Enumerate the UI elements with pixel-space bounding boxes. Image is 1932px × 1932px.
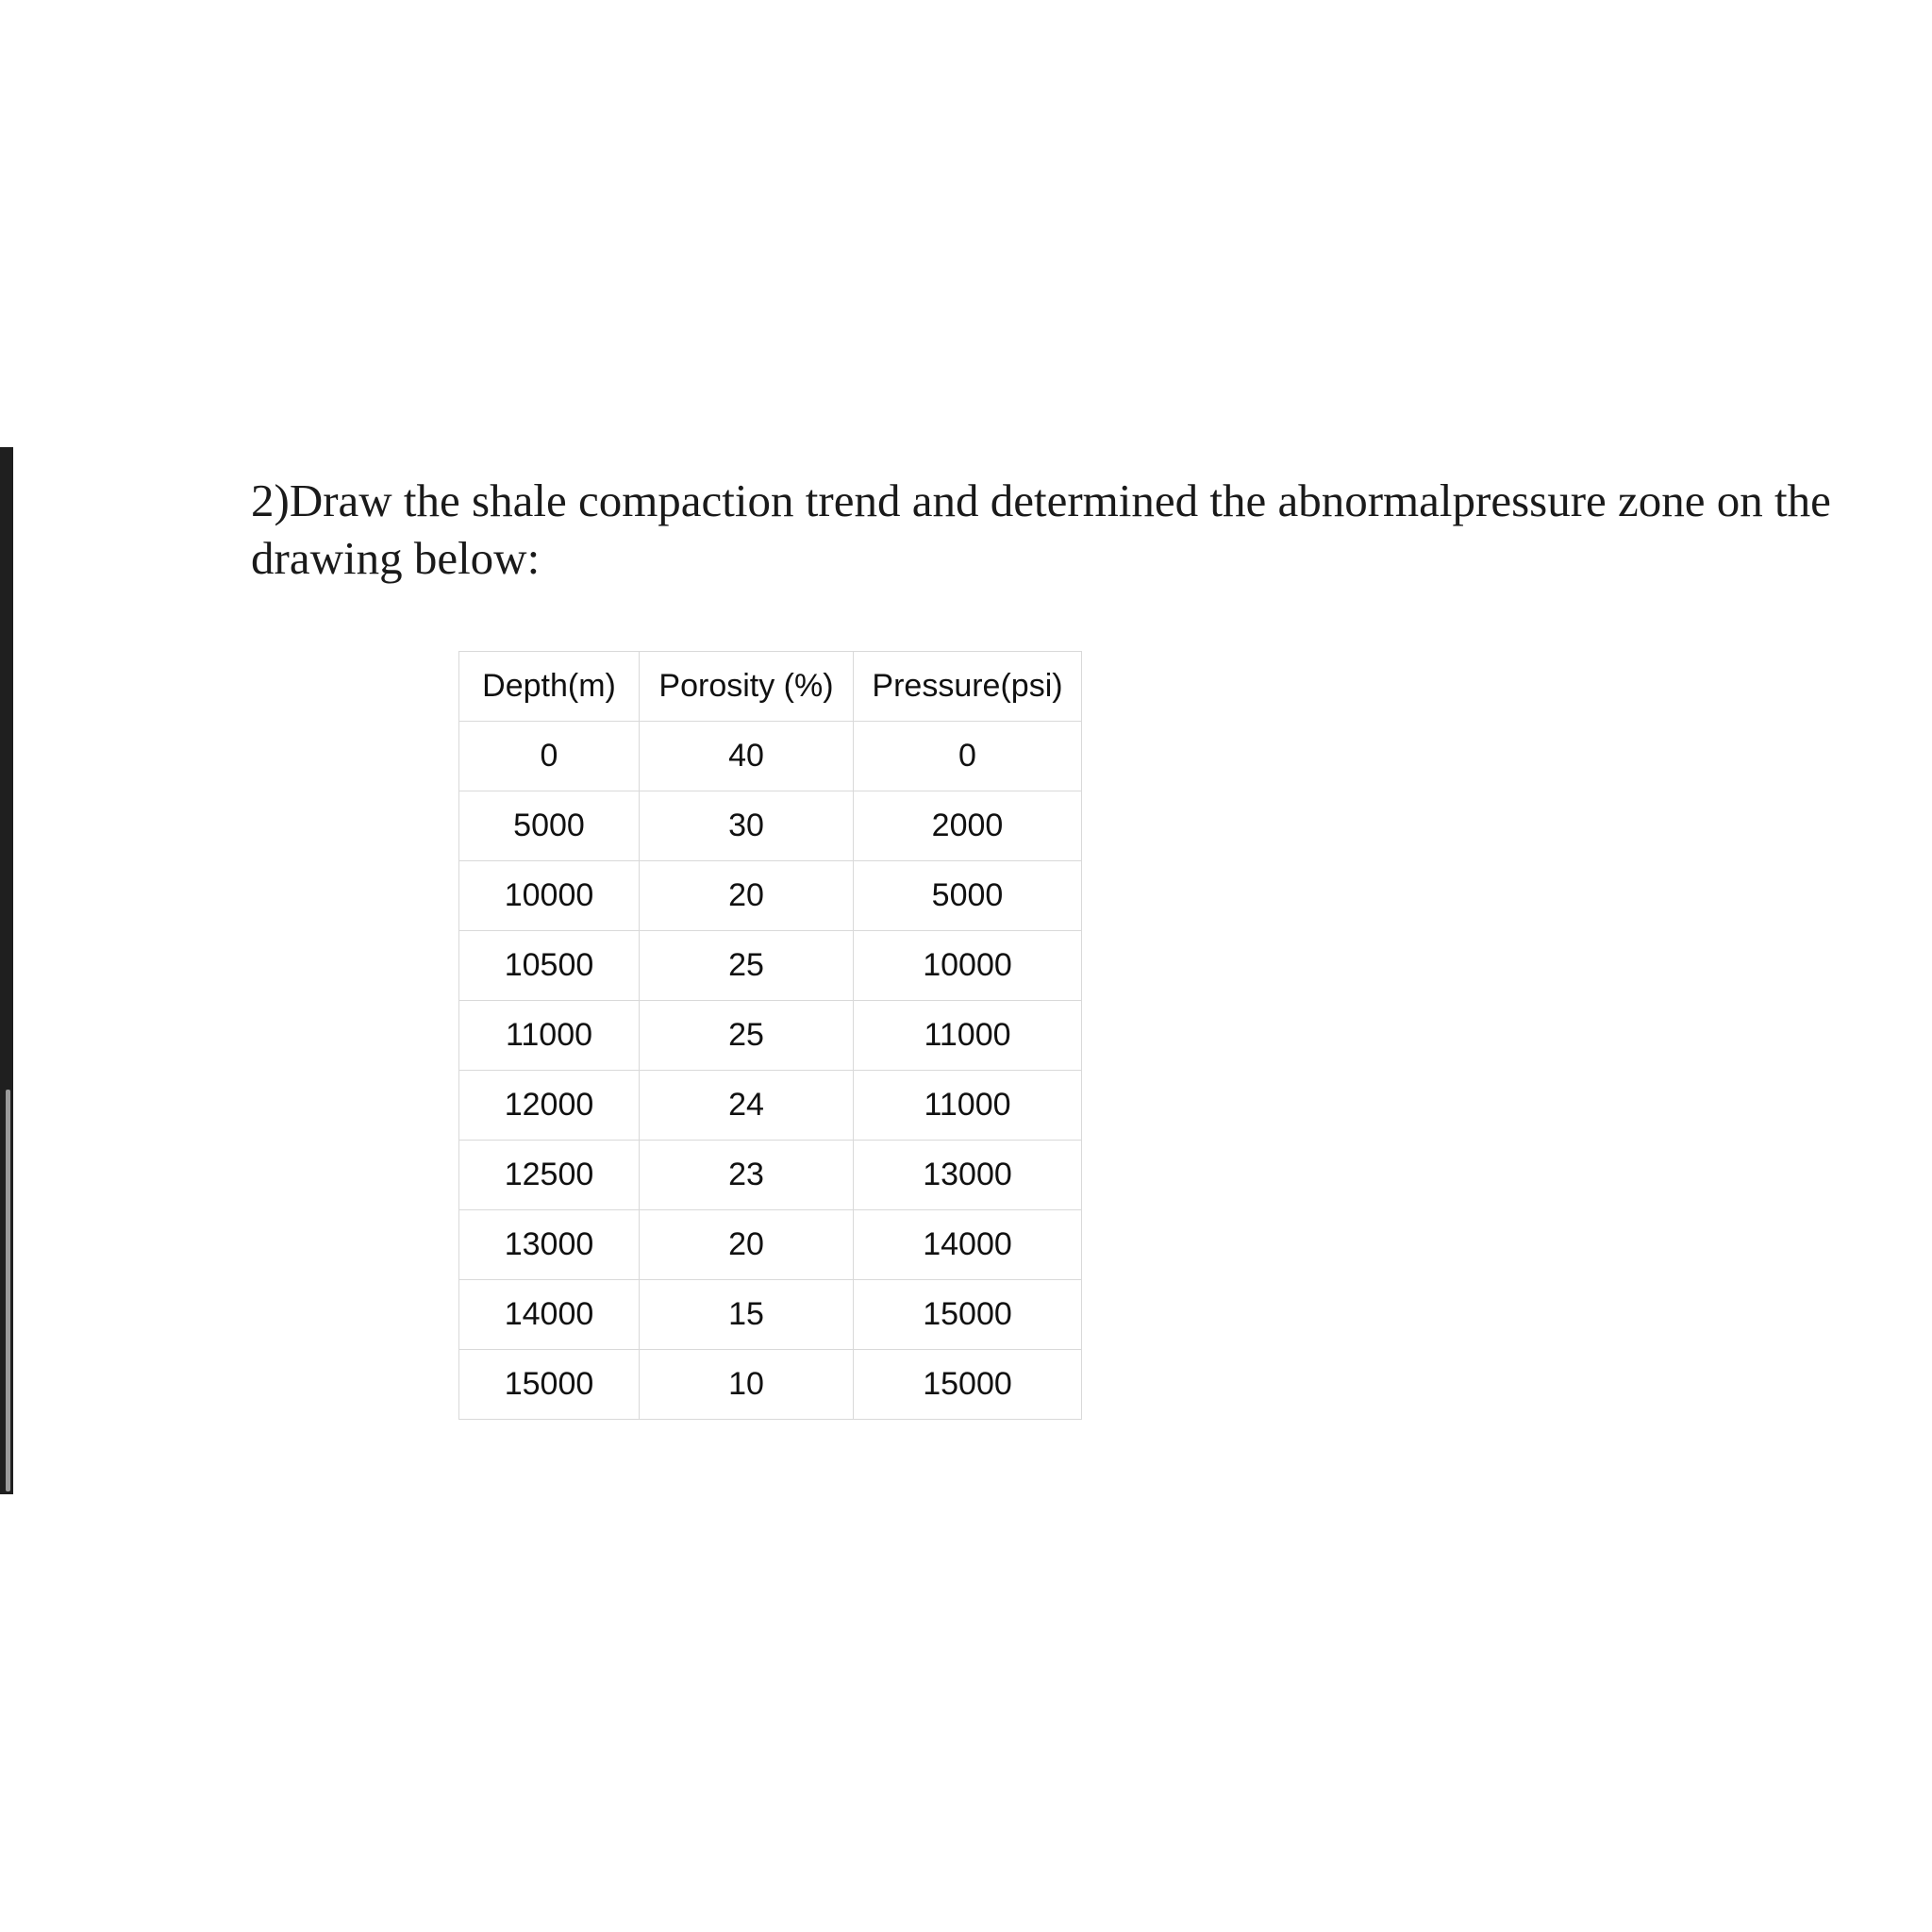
cell-porosity: 20	[640, 861, 854, 931]
cell-depth: 10500	[459, 931, 640, 1001]
cell-depth: 11000	[459, 1001, 640, 1071]
table-row	[459, 1350, 1082, 1420]
table-row	[459, 861, 1082, 931]
table-row	[459, 1001, 1082, 1071]
table-row	[459, 1280, 1082, 1350]
table-row	[459, 791, 1082, 861]
cell-pressure: 5000	[854, 861, 1082, 931]
cell-porosity: 25	[640, 931, 854, 1001]
cell-porosity: 24	[640, 1071, 854, 1141]
cell-depth: 14000	[459, 1280, 640, 1350]
cell-pressure: 11000	[854, 1071, 1082, 1141]
cell-pressure: 15000	[854, 1280, 1082, 1350]
cell-porosity: 20	[640, 1210, 854, 1280]
question-line-2: drawing below:	[251, 532, 541, 584]
cell-porosity: 30	[640, 791, 854, 861]
cell-pressure: 15000	[854, 1350, 1082, 1420]
cell-pressure: 11000	[854, 1001, 1082, 1071]
scrollbar-thumb[interactable]	[6, 1090, 10, 1491]
cell-depth: 0	[459, 722, 640, 791]
cell-depth: 12500	[459, 1141, 640, 1210]
cell-porosity: 25	[640, 1001, 854, 1071]
cell-pressure: 0	[854, 722, 1082, 791]
cell-depth: 15000	[459, 1350, 640, 1420]
question-text	[251, 472, 1855, 587]
table-header-row	[459, 652, 1082, 722]
header-depth: Depth(m)	[459, 652, 640, 722]
table-row	[459, 1071, 1082, 1141]
question-line-1: 2)Draw the shale compaction trend and determined the abnormalpressure zone on the	[251, 475, 1831, 526]
cell-pressure: 2000	[854, 791, 1082, 861]
cell-porosity: 15	[640, 1280, 854, 1350]
data-table	[458, 651, 1082, 1420]
cell-porosity: 23	[640, 1141, 854, 1210]
cell-depth: 5000	[459, 791, 640, 861]
cell-depth: 10000	[459, 861, 640, 931]
cell-pressure: 14000	[854, 1210, 1082, 1280]
table-row	[459, 931, 1082, 1001]
cell-porosity: 10	[640, 1350, 854, 1420]
table-row	[459, 1210, 1082, 1280]
table-row	[459, 1141, 1082, 1210]
cell-depth: 13000	[459, 1210, 640, 1280]
cell-depth: 12000	[459, 1071, 640, 1141]
cell-pressure: 13000	[854, 1141, 1082, 1210]
header-porosity: Porosity (%)	[640, 652, 854, 722]
table-row	[459, 722, 1082, 791]
header-pressure: Pressure(psi)	[854, 652, 1082, 722]
cell-porosity: 40	[640, 722, 854, 791]
cell-pressure: 10000	[854, 931, 1082, 1001]
